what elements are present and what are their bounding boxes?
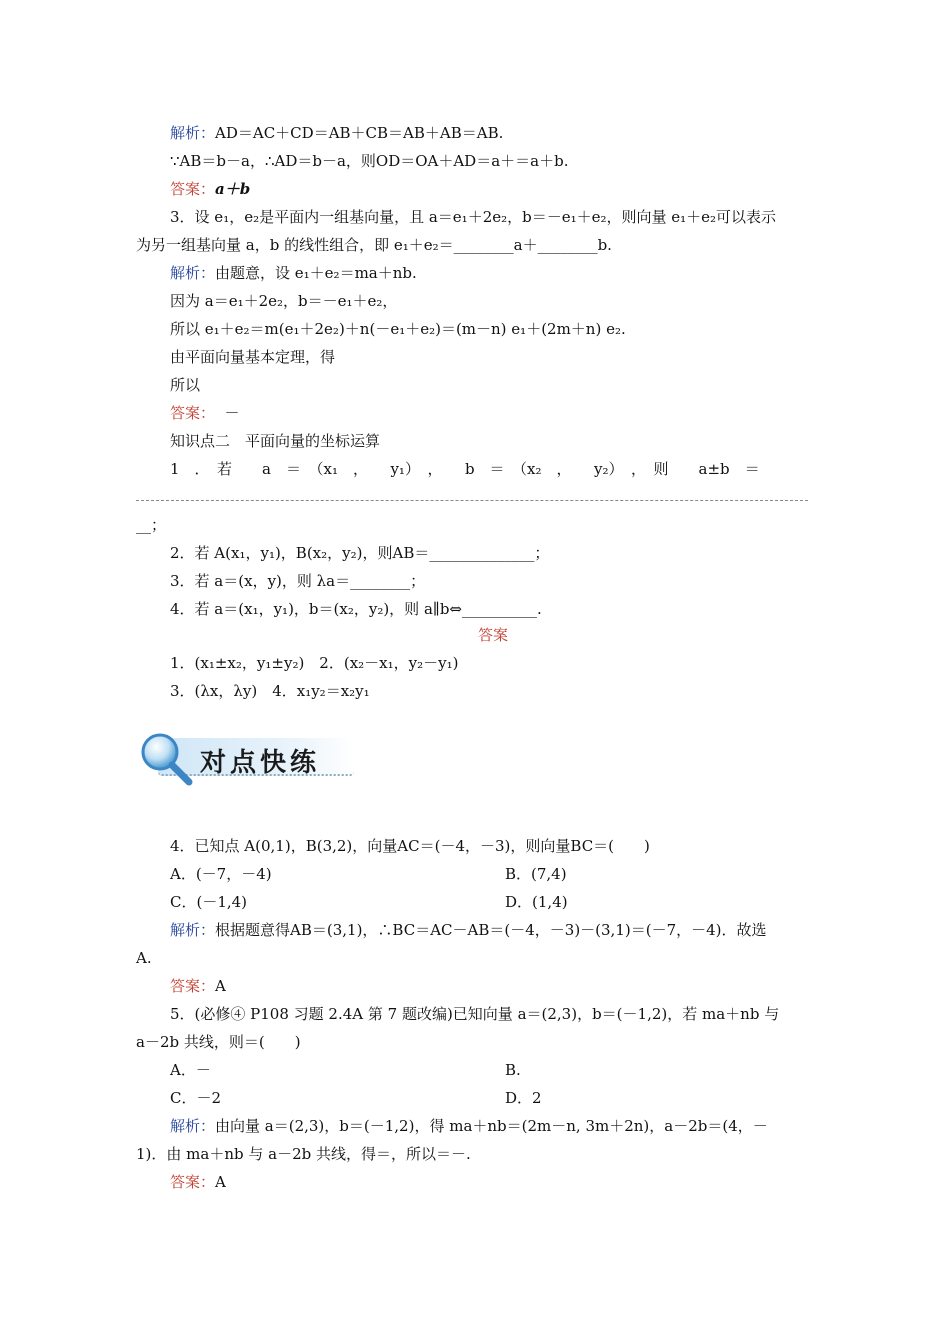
- answer-3: 答案： －: [170, 404, 240, 422]
- analysis-line-2: ∵AB＝b－a，∴AD＝b－a，则OD＝OA＋AD＝a＋＝a＋b.: [170, 152, 569, 170]
- analysis-3-line-1: 解析：由题意，设 e₁＋e₂＝ma＋nb.: [170, 264, 417, 282]
- analysis-4-line-1: 解析：根据题意得AB＝(3,1)，∴BC＝AC－AB＝(－4，－3)－(3,1)＝(－7，－4)．故选: [170, 921, 767, 939]
- analysis-3-line-4: 由平面向量基本定理，得: [170, 348, 336, 366]
- answer-5: 答案：A: [170, 1173, 226, 1191]
- analysis-3-line-3: 所以 e₁＋e₂＝m(e₁＋2e₂)＋n(－e₁＋e₂)＝(m－n) e₁＋(2m＋n) e₂.: [170, 320, 626, 338]
- fill-item-4: 4．若 a＝(x₁，y₁)，b＝(x₂，y₂)，则 a∥b⇔__________.: [170, 600, 542, 618]
- question-3-line-1: 3．设 e₁，e₂是平面内一组基向量，且 a＝e₁＋2e₂，b＝－e₁＋e₂，则向量 e₁＋e₂可以表示: [170, 208, 777, 226]
- analysis-5-line-2: 1)．由 ma＋nb 与 a－2b 共线，得＝，所以＝－.: [136, 1145, 471, 1163]
- answer-4: 答案：A: [170, 977, 226, 995]
- q5-option-d: D．2: [505, 1089, 542, 1107]
- answer-line-1: 答案：a＋b: [170, 180, 251, 198]
- question-5-line-1: 5．(必修④ P108 习题 2.4A 第 7 题改编)已知向量 a＝(2,3)，b＝(－1,2)，若 ma＋nb 与: [170, 1005, 780, 1023]
- q4-option-a: A．(－7，－4): [170, 865, 272, 883]
- question-4: 4．已知点 A(0,1)，B(3,2)，向量AC＝(－4，－3)，则向量BC＝( ): [170, 837, 650, 855]
- q5-option-a: A．－: [170, 1061, 211, 1079]
- fill-item-1: 1 ． 若 a ＝ （x₁ ， y₁） ， b ＝ （x₂ ， y₂） ， 则 a±b ＝: [170, 460, 760, 478]
- analysis-3-line-5: 所以: [170, 376, 201, 394]
- q5-option-b: B.: [505, 1061, 521, 1079]
- blank-line: [136, 500, 808, 501]
- analysis-5-line-1: 解析：由向量 a＝(2,3)，b＝(－1,2)，得 ma＋nb＝(2m－n, 3m＋2n)，a－2b＝(4，－: [170, 1117, 768, 1135]
- analysis-3-line-2: 因为 a＝e₁＋2e₂，b＝－e₁＋e₂，: [170, 292, 398, 310]
- fill-item-3: 3．若 a＝(x，y)，则 λa＝________；: [170, 572, 426, 590]
- answer-heading: 答案: [477, 626, 508, 644]
- answer-row-2: 3．(λx，λy) 4．x₁y₂＝x₂y₁: [170, 682, 370, 700]
- practice-banner: [134, 728, 354, 784]
- q4-option-d: D．(1,4): [505, 893, 568, 911]
- analysis-4-line-2: A.: [136, 949, 152, 967]
- knowledge-point-heading: 知识点二 平面向量的坐标运算: [170, 432, 381, 450]
- answer-row-1: 1．(x₁±x₂，y₁±y₂) 2．(x₂－x₁，y₂－y₁): [170, 654, 459, 672]
- question-3-line-2: 为另一组基向量 a，b 的线性组合，即 e₁＋e₂＝________a＋________b.: [136, 236, 612, 254]
- q5-option-c: C．－2: [170, 1089, 222, 1107]
- question-5-line-2: a－2b 共线，则＝( ): [136, 1033, 301, 1051]
- magnifier-icon: [134, 728, 204, 788]
- fill-item-2: 2．若 A(x₁，y₁)，B(x₂，y₂)，则AB＝______________；: [170, 544, 550, 562]
- fill-item-1-end: __；: [136, 516, 167, 534]
- q4-option-b: B．(7,4): [505, 865, 567, 883]
- analysis-line-1: 解析：AD＝AC＋CD＝AB＋CB＝AB＋AB＝AB.: [170, 124, 504, 142]
- banner-title: 对点快练: [200, 748, 321, 778]
- q4-option-c: C．(－1,4): [170, 893, 248, 911]
